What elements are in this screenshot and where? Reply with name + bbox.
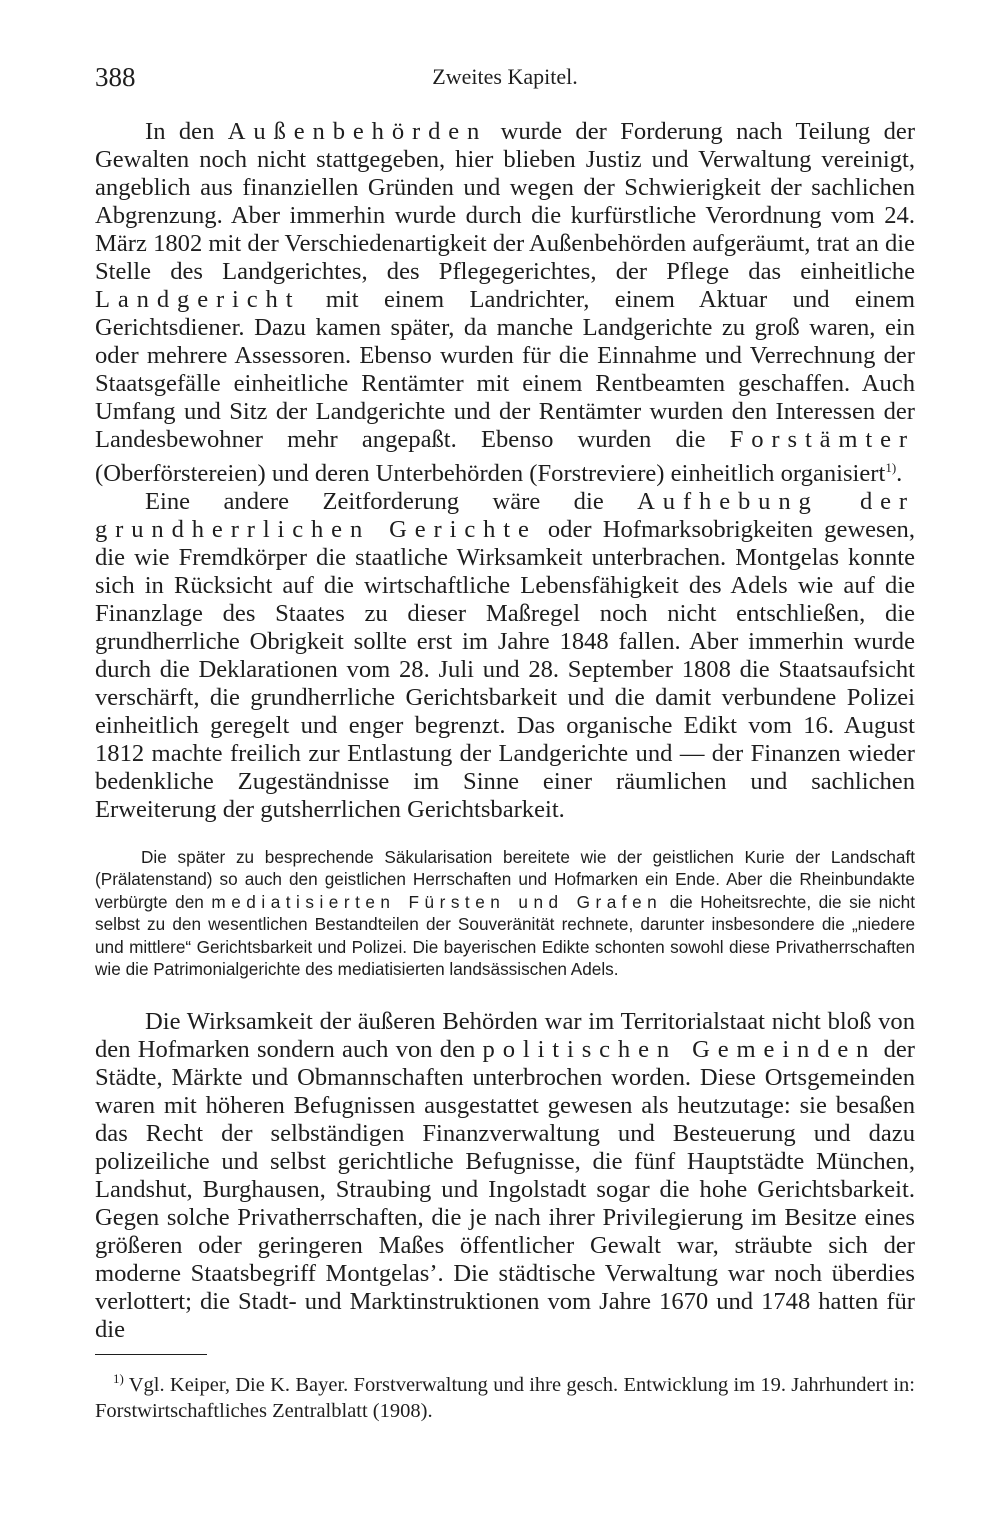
page-number: 388 xyxy=(95,62,136,92)
note-paragraph: Die später zu besprechende Säkularisation bereitete wie der geistlichen Kurie der Landschaft (Prälatenstand) so auch den geistlichen Herrschaften und Hofmarken ein Ende. Aber die Rheinbundakte verbürgte den mediatisierten Fürsten und Grafen die Hoheitsrechte, die sie nicht selbst zu den wesentlichen Bestandteilen der Souveränität rechnete, darunter insbesondere die „niedere und mittlere“ Gerichtsbarkeit und Polizei. Die bayerischen Edikte schonten sowohl diese Privatherrschaften wie die Patrimonialgerichte des mediatisierten landsässischen Adels. xyxy=(95,847,915,980)
spaced-term: Aufhebung der grundherrlichen Gerichte xyxy=(95,488,915,544)
footnote-separator xyxy=(95,1354,207,1355)
main-text-bottom xyxy=(95,1008,915,1344)
running-title: Zweites Kapitel. xyxy=(432,64,578,89)
footnote-reference: 1) xyxy=(885,460,897,475)
footnote-mark: 1) xyxy=(113,1371,124,1386)
main-text-top xyxy=(95,118,915,824)
spaced-term: mediatisierten Fürsten und Grafen xyxy=(211,891,663,912)
spaced-term: Landgericht xyxy=(95,286,301,313)
paragraph-behoerden: In den Außenbehörden wurde der Forderung nach Teilung der Gewalten noch nicht stattgegeben, hier blieben Justiz und Verwaltung vereinigt, angeblich aus finanziellen Gründen und wegen der Schwierigkeit der sachlichen Abgrenzung. Aber immerhin wurde durch die kurfürstliche Verordnung vom 24. März 1802 mit der Verschiedenartigkeit der Außenbehörden aufgeräumt, trat an die Stelle des Landgerichtes, des Pflegegerichtes, der Pflege das einheitliche Landgericht mit einem Landrichter, einem Aktuar und einem Gerichtsdiener. Dazu kamen später, da manche Landgerichte zu groß waren, ein oder mehrere Assessoren. Ebenso wurden für die Einnahme und Verrechnung der Staatsgefälle einheitliche Rentämter mit einem Rentbeamten geschaffen. Auch Umfang und Sitz der Landgerichte und der Rentämter wurden den Interessen der Landesbewohner mehr angepaßt. Ebenso wurden die Forstämter (Oberförstereien) und deren Unterbehörden (Forstreviere) einheitlich organisiert$^{1)}$. xyxy=(95,118,916,488)
spaced-term: Außenbehörden xyxy=(227,118,488,145)
footnote-text: $^{1)}$ Vgl. Keiper, Die K. Bayer. Forstverwaltung und ihre gesch. Entwicklung im 19. Jahrhundert in: Forstwirtschaftliches Zentralblatt (1908). xyxy=(95,1371,915,1422)
paragraph-gemeinden: Die Wirksamkeit der äußeren Behörden war im Territorialstaat nicht bloß von den Hofmarken sondern auch von den politischen Gemeinden der Städte, Märkte und Obmannschaften unterbrochen worden. Diese Ortsgemeinden waren mit höheren Befugnissen ausgestattet gewesen als heutzutage: sie besaßen das Recht der selbständigen Finanzverwaltung und Besteuerung und dazu polizeiliche und selbst gerichtliche Befugnisse, die fünf Hauptstädte München, Landshut, Burghausen, Straubing und Ingolstadt sogar die hohe Gerichtsbarkeit. Gegen solche Privatherrschaften, die je nach ihrer Privilegierung im Besitze eines größeren oder geringeren Maßes öffentlicher Gewalt war, sträubte sich der moderne Staatsbegriff Montgelas’. Die städtische Verwaltung war noch überdies verlottert; die Stadt- und Marktinstruktionen vom Jahre 1670 und 1748 hatten für die xyxy=(95,1008,915,1343)
footnote xyxy=(95,1366,915,1424)
small-print-note xyxy=(95,846,915,980)
spaced-term: Forstämter xyxy=(729,426,915,453)
paragraph-grundherrliche-gerichte: Eine andere Zeitforderung wäre die Aufhebung der grundherrlichen Gerichte oder Hofmarksobrigkeiten gewesen, die wie Fremdkörper die staatliche Wirksamkeit unterbrachen. Montgelas konnte sich in Rücksicht auf die wirtschaftliche Lebensfähigkeit des Adels wie auf die Finanzlage des Staates zu dieser Maßregel noch nicht entschließen, die grundherrliche Obrigkeit sollte erst im Jahre 1848 fallen. Aber immerhin wurde durch die Deklarationen vom 28. Juli und 28. September 1808 die Staatsaufsicht verschärft, die grundherrliche Gerichtsbarkeit und die damit verbundene Polizei einheitlich geregelt und enger begrenzt. Das organische Edikt vom 16. August 1812 machte freilich zur Entlastung der Landgerichte und — der Finanzen wieder bedenkliche Zugeständnisse im Sinne einer räumlichen und sachlichen Erweiterung der gutsherrlichen Gerichtsbarkeit. xyxy=(95,488,915,824)
page-header xyxy=(95,62,915,102)
spaced-term: politischen Gemeinden xyxy=(482,1036,877,1063)
